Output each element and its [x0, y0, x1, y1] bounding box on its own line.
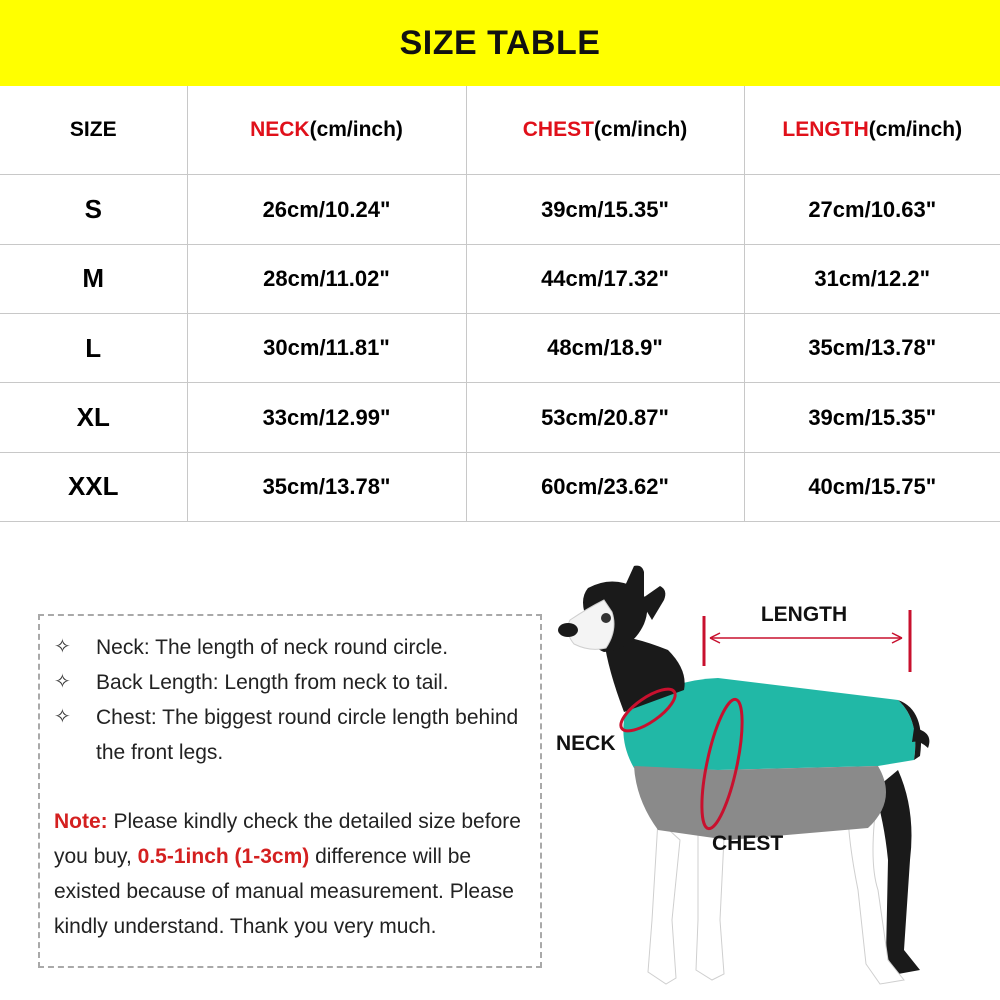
note-bullet-chest: ✧ Chest: The biggest round circle length behind the front legs.: [54, 700, 526, 770]
table-row: [0, 244, 1000, 313]
coat-gray: [634, 766, 886, 840]
length-cell: 31cm/12.2": [744, 244, 1000, 313]
four-pointed-star-icon: ✧: [54, 636, 71, 658]
chest-cell: 39cm/15.35": [466, 175, 744, 244]
note-label: Note:: [54, 810, 108, 833]
table-header-row: [0, 86, 1000, 175]
chest-cell: 53cm/20.87": [466, 383, 744, 452]
column-header: LENGTH(cm/inch): [744, 86, 1000, 175]
neck-cell: 26cm/10.24": [187, 175, 466, 244]
size-cell: M: [0, 244, 187, 313]
size-cell: XXL: [0, 452, 187, 521]
neck-cell: 35cm/13.78": [187, 452, 466, 521]
measurement-diagram: [548, 560, 1000, 1000]
dog-icon: [558, 566, 929, 984]
neck-cell: 30cm/11.81": [187, 314, 466, 383]
size-cell: XL: [0, 383, 187, 452]
table-row: [0, 452, 1000, 521]
note-bullet-back-length: ✧ Back Length: Length from neck to tail.: [54, 665, 526, 700]
column-header: NECK(cm/inch): [187, 86, 466, 175]
note-bullet-neck: ✧ Neck: The length of neck round circle.: [54, 630, 526, 665]
length-cell: 27cm/10.63": [744, 175, 1000, 244]
chest-cell: 60cm/23.62": [466, 452, 744, 521]
four-pointed-star-icon: ✧: [54, 671, 71, 693]
size-cell: L: [0, 314, 187, 383]
length-cell: 35cm/13.78": [744, 314, 1000, 383]
chest-label: CHEST: [712, 832, 784, 855]
chest-cell: 44cm/17.32": [466, 244, 744, 313]
length-label: LENGTH: [760, 603, 848, 626]
table-row: [0, 383, 1000, 452]
length-cell: 39cm/15.35": [744, 383, 1000, 452]
neck-label: NECK: [556, 732, 616, 755]
note-highlight: 0.5-1inch (1-3cm): [137, 845, 310, 868]
four-pointed-star-icon: ✧: [54, 706, 71, 728]
length-cell: 40cm/15.75": [744, 452, 1000, 521]
table-row: [0, 314, 1000, 383]
neck-cell: 28cm/11.02": [187, 244, 466, 313]
size-cell: S: [0, 175, 187, 244]
size-table: [0, 86, 1000, 522]
chest-cell: 48cm/18.9": [466, 314, 744, 383]
column-header: CHEST(cm/inch): [466, 86, 744, 175]
header-banner: [0, 0, 1000, 86]
notes-box: [38, 614, 542, 968]
neck-cell: 33cm/12.99": [187, 383, 466, 452]
page-title: SIZE TABLE: [399, 23, 601, 62]
column-header: SIZE: [0, 86, 187, 175]
size-note: Note: Please kindly check the detailed size before you buy, 0.5-1inch (1-3cm) difference will be existed because of manual measurement. Please kindly understand. Thank you very much.: [54, 810, 521, 938]
dog-illustration: [548, 560, 1000, 1000]
table-row: [0, 175, 1000, 244]
